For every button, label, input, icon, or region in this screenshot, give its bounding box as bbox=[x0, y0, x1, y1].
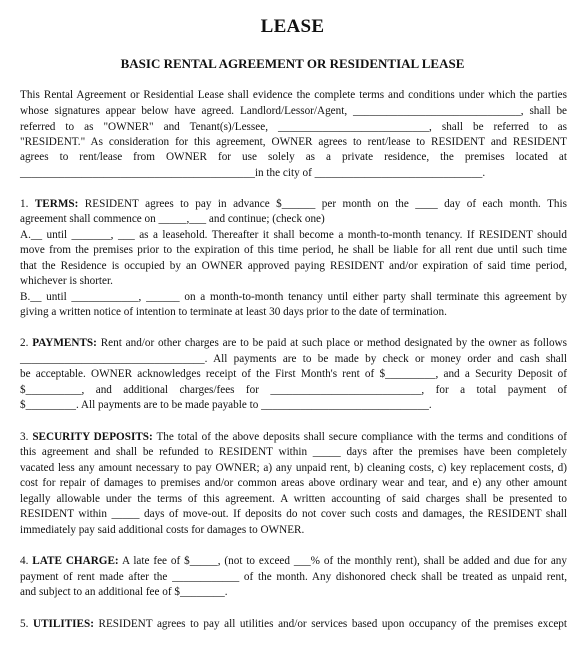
late-charge-line: and subject to an additional fee of $________. bbox=[20, 586, 228, 598]
payments-heading: PAYMENTS: bbox=[32, 337, 97, 349]
terms-line: giving a written notice of intention to terminate at least 30 days prior to the date of termination. bbox=[20, 306, 447, 318]
terms-line: agreement shall commence on _____,___ and continue; (check one) bbox=[20, 213, 325, 225]
payments-text: Rent and/or other charges are to be paid at such place or method designated by the owner as follows bbox=[96, 337, 567, 349]
security-text: The total of the above deposits shall secure compliance with the terms and conditions of bbox=[152, 431, 567, 443]
payments-line: $_________. All payments are to be made payable to ______________________________. bbox=[20, 399, 432, 411]
section-number: 2. bbox=[20, 337, 29, 349]
section-number: 5. bbox=[20, 618, 29, 630]
terms-line bbox=[20, 197, 567, 213]
payments-line bbox=[20, 336, 567, 352]
security-line: legally allowable under the terms of this agreement. A written accounting of said charges shall be presented to bbox=[20, 493, 567, 505]
utilities-heading: UTILITIES: bbox=[32, 618, 94, 630]
terms-line: whichever is shorter. bbox=[20, 275, 113, 287]
document-subtitle: BASIC RENTAL AGREEMENT OR RESIDENTIAL LEASE bbox=[120, 56, 465, 71]
intro-line: whose signatures appear below have agreed. Landlord/Lessor/Agent, ______________________________, shall be bbox=[20, 105, 567, 117]
payments-line: $__________, and additional charges/fees for ___________________________, for a total payment of bbox=[20, 384, 567, 396]
terms-line: B.__ until ____________, ______ on a month-to-month tenancy until either party shall terminate this agreement by bbox=[20, 291, 567, 303]
payments-line: _________________________________. All payments are to be made by check or money order and cash shall bbox=[20, 353, 567, 365]
intro-line: "RESIDENT." As consideration for this agreement, OWNER agrees to rent/lease to RESIDENT and RESIDENT bbox=[20, 136, 567, 148]
security-line: this agreement and shall be refunded to RESIDENT within _____ days after the premises have been completely bbox=[20, 446, 567, 458]
utilities-text: RESIDENT agrees to pay all utilities and/or services based upon occupancy of the premises except bbox=[93, 618, 567, 630]
intro-line: agrees to rent/lease from OWNER for use solely as a private residence, the premises located at bbox=[20, 151, 567, 163]
section-number: 4. bbox=[20, 555, 29, 567]
intro-line: __________________________________________in the city of ______________________________. bbox=[20, 167, 486, 179]
terms-line: move from the premises prior to the expiration of this time period, he shall be liable for all rent due until such time bbox=[20, 244, 567, 256]
late-charge-text: A late fee of $_____, (not to exceed ___% of the monthly rent), shall be added and due for any bbox=[118, 555, 567, 567]
security-line: vacated less any amount necessary to pay OWNER; a) any unpaid rent, b) cleaning costs, c) key replacement costs, d) bbox=[20, 462, 567, 474]
section-number: 3. bbox=[20, 431, 29, 443]
document-title: LEASE bbox=[260, 16, 325, 37]
security-line bbox=[20, 430, 567, 446]
security-line: immediately pay said additional costs for damages to OWNER. bbox=[20, 524, 305, 536]
terms-line: that the Residence is occupied by an OWNER approved paying RESIDENT and/or expiration of said time period, bbox=[20, 260, 567, 272]
intro-line: This Rental Agreement or Residential Lease shall evidence the complete terms and conditions under which the parties bbox=[20, 89, 567, 101]
intro-line: referred to as "OWNER" and Tenant(s)/Lessee, ___________________________, shall be referred to as bbox=[20, 121, 567, 133]
payments-line: be acceptable. OWNER acknowledges receipt of the First Month's rent of $_________, and a Security Deposit of bbox=[20, 368, 567, 380]
terms-line: A.__ until _______, ___ as a leasehold. Thereafter it shall become a month-to-month tenancy. If RESIDENT should bbox=[20, 229, 567, 241]
late-charge-line bbox=[20, 554, 567, 570]
utilities-line bbox=[20, 617, 567, 633]
late-charge-line: payment of rent made after the ____________ of the month. Any dishonored check shall be treated as unpaid rent, bbox=[20, 571, 567, 583]
terms-text: RESIDENT agrees to pay in advance $______ per month on the ____ day of each month. This bbox=[78, 198, 567, 210]
late-charge-heading: LATE CHARGE: bbox=[32, 555, 119, 567]
security-line: cost for repair of damages to premises and/or common areas above ordinary wear and tear, and e) any other amount bbox=[20, 477, 567, 489]
security-line: RESIDENT within _____ days of move-out. If deposits do not cover such costs and damages, the RESIDENT shall bbox=[20, 508, 567, 520]
security-heading: SECURITY DEPOSITS: bbox=[32, 431, 153, 443]
terms-heading: TERMS: bbox=[34, 198, 79, 210]
section-number: 1. bbox=[20, 198, 29, 210]
